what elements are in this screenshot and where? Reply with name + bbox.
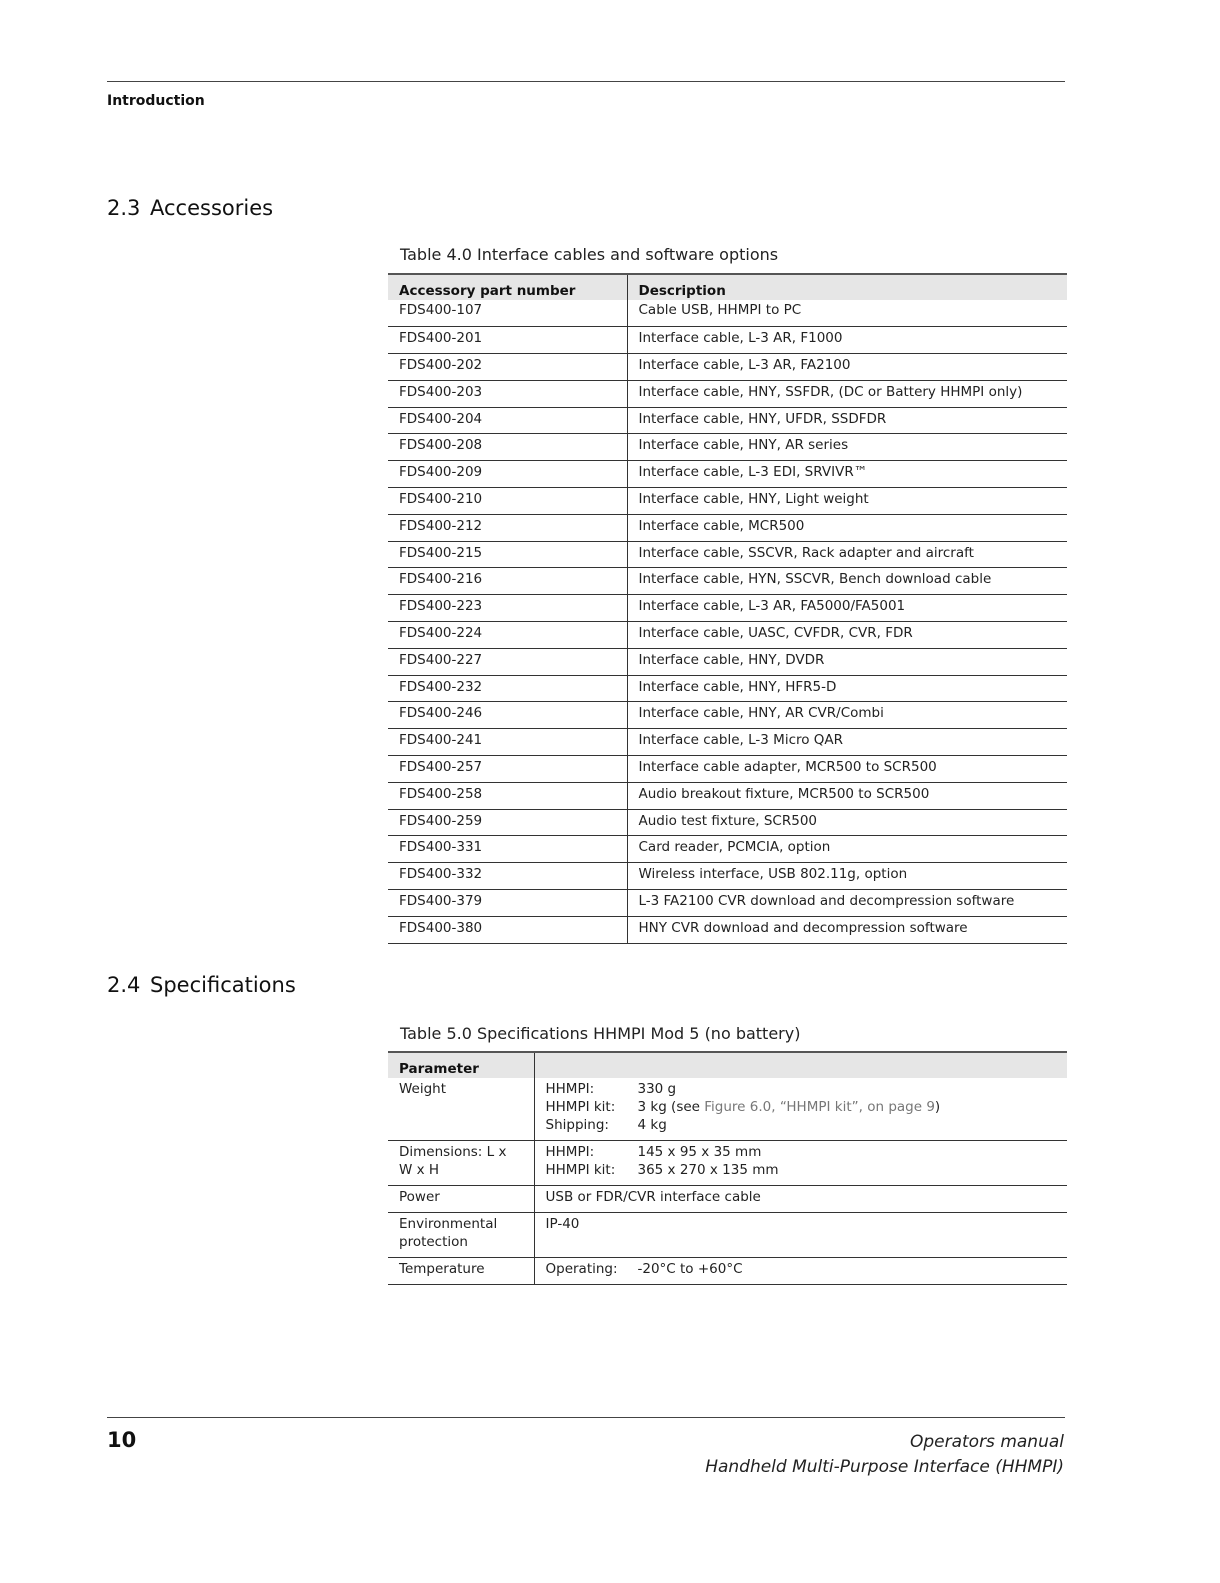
part-number-cell: FDS400-210 xyxy=(388,488,627,515)
part-number-cell: FDS400-203 xyxy=(388,380,627,407)
spec-key: HHMPI: xyxy=(545,1081,595,1097)
table-header-row xyxy=(388,1052,1067,1078)
spec-subvalue xyxy=(638,1098,941,1116)
table-row xyxy=(388,675,1067,702)
spec-subrow xyxy=(546,1143,1057,1161)
section-number: 2.3 xyxy=(107,196,141,220)
description-cell: Interface cable, HNY, SSFDR, (DC or Battery HHMPI only) xyxy=(638,383,1023,400)
table-row xyxy=(388,461,1067,488)
accessories-table xyxy=(388,273,1067,944)
spec-label: Power xyxy=(388,1186,534,1213)
part-number-cell: FDS400-258 xyxy=(388,782,627,809)
footer-title-line: Handheld Multi-Purpose Interface (HHMPI) xyxy=(705,1457,1064,1477)
spec-label: Environmental protection xyxy=(388,1213,534,1258)
part-number-cell: FDS400-379 xyxy=(388,890,627,917)
spec-key: HHMPI: xyxy=(545,1144,595,1160)
description-cell: Interface cable, L-3 AR, FA5000/FA5001 xyxy=(638,598,906,615)
table-row xyxy=(388,434,1067,461)
part-number-cell: FDS400-232 xyxy=(388,675,627,702)
spec-subvalue: 145 x 95 x 35 mm xyxy=(637,1144,762,1160)
table-row xyxy=(388,327,1067,354)
spec-row-environmental xyxy=(388,1213,1067,1258)
table-row xyxy=(388,354,1067,381)
part-number-cell: FDS400-107 xyxy=(388,300,627,327)
figure-cross-reference-link[interactable]: Figure 6.0, “HHMPI kit”, on page 9 xyxy=(704,1099,935,1115)
description-cell: Interface cable, HNY, HFR5-D xyxy=(638,678,837,695)
part-number-cell: FDS400-216 xyxy=(388,568,627,595)
description-cell: Interface cable, HYN, SSCVR, Bench download cable xyxy=(638,571,992,588)
table-row xyxy=(388,863,1067,890)
description-cell: Audio test fixture, SCR500 xyxy=(638,812,818,829)
description-cell: HNY CVR download and decompression software xyxy=(638,919,968,936)
spec-subvalue: 365 x 270 x 135 mm xyxy=(637,1162,779,1178)
spec-row-weight xyxy=(388,1078,1067,1141)
table-row xyxy=(388,916,1067,943)
spec-subrow xyxy=(546,1080,1057,1098)
spec-key: Shipping: xyxy=(545,1117,609,1133)
page-number: 10 xyxy=(107,1428,137,1452)
spec-subrow xyxy=(546,1260,1057,1278)
part-number-cell: FDS400-257 xyxy=(388,756,627,783)
spec-subrow xyxy=(546,1116,1057,1134)
description-cell: Interface cable, L-3 AR, F1000 xyxy=(638,330,843,347)
part-number-cell: FDS400-241 xyxy=(388,729,627,756)
description-cell: Interface cable, UASC, CVFDR, CVR, FDR xyxy=(638,625,913,642)
spec-row-power xyxy=(388,1186,1067,1213)
part-number-cell: FDS400-380 xyxy=(388,916,627,943)
column-header-value xyxy=(534,1052,1067,1078)
description-cell: Interface cable, SSCVR, Rack adapter and aircraft xyxy=(638,544,974,561)
column-header-parameter: Parameter xyxy=(388,1052,534,1078)
table-row xyxy=(388,756,1067,783)
description-cell: Interface cable, MCR500 xyxy=(638,517,805,534)
description-cell: Audio breakout fixture, MCR500 to SCR500 xyxy=(638,785,930,802)
table-row xyxy=(388,890,1067,917)
spec-key: Operating: xyxy=(545,1261,618,1277)
spec-subrow xyxy=(546,1098,1057,1116)
section-number: 2.4 xyxy=(107,973,141,997)
part-number-cell: FDS400-208 xyxy=(388,434,627,461)
spec-value: IP-40 xyxy=(545,1216,580,1232)
section-heading-specifications xyxy=(107,973,296,997)
section-title: Accessories xyxy=(150,196,274,220)
description-cell: Interface cable, L-3 EDI, SRVIVR™ xyxy=(638,464,868,481)
part-number-cell: FDS400-332 xyxy=(388,863,627,890)
spec-key: HHMPI kit: xyxy=(545,1162,616,1178)
spec-value-suffix: ) xyxy=(934,1099,941,1115)
column-header-description: Description xyxy=(627,274,1067,300)
table-row xyxy=(388,836,1067,863)
table-row xyxy=(388,380,1067,407)
description-cell: Cable USB, HHMPI to PC xyxy=(638,302,802,318)
part-number-cell: FDS400-204 xyxy=(388,407,627,434)
table-row xyxy=(388,782,1067,809)
table-row xyxy=(388,648,1067,675)
table-row xyxy=(388,622,1067,649)
table-row xyxy=(388,568,1067,595)
description-cell: Interface cable, HNY, AR series xyxy=(638,437,849,454)
part-number-cell: FDS400-212 xyxy=(388,514,627,541)
specifications-table xyxy=(388,1051,1067,1285)
table-caption-specifications: Table 5.0 Specifications HHMPI Mod 5 (no battery) xyxy=(400,1024,801,1043)
table-row xyxy=(388,407,1067,434)
description-cell: Interface cable, HNY, Light weight xyxy=(638,491,869,508)
spec-label: Weight xyxy=(388,1078,534,1141)
table-row xyxy=(388,729,1067,756)
description-cell: Interface cable, HNY, DVDR xyxy=(638,651,825,668)
spec-value xyxy=(534,1141,1067,1186)
description-cell: Interface cable adapter, MCR500 to SCR500 xyxy=(638,759,937,776)
header-rule xyxy=(107,81,1065,82)
part-number-cell: FDS400-209 xyxy=(388,461,627,488)
description-cell: Card reader, PCMCIA, option xyxy=(638,839,831,856)
part-number-cell: FDS400-259 xyxy=(388,809,627,836)
spec-value xyxy=(534,1078,1067,1141)
footer-title-line: Operators manual xyxy=(909,1432,1064,1452)
spec-label: Temperature xyxy=(388,1258,534,1285)
table-row xyxy=(388,300,1067,327)
spec-key: HHMPI kit: xyxy=(545,1099,616,1115)
spec-row-dimensions xyxy=(388,1141,1067,1186)
table-header-row xyxy=(388,274,1067,300)
part-number-cell: FDS400-202 xyxy=(388,354,627,381)
table-row xyxy=(388,809,1067,836)
spec-label: Dimensions: L x W x H xyxy=(388,1141,534,1186)
part-number-cell: FDS400-227 xyxy=(388,648,627,675)
spec-subvalue: 330 g xyxy=(637,1081,677,1097)
description-cell: Interface cable, L-3 AR, FA2100 xyxy=(638,357,851,374)
spec-row-temperature xyxy=(388,1258,1067,1285)
table-row xyxy=(388,702,1067,729)
table-row xyxy=(388,514,1067,541)
spec-value: USB or FDR/CVR interface cable xyxy=(545,1189,761,1205)
spec-value-prefix: 3 kg (see xyxy=(637,1099,705,1115)
description-cell: L-3 FA2100 CVR download and decompression software xyxy=(638,893,1015,910)
section-title: Specifications xyxy=(150,973,296,997)
footer-rule xyxy=(107,1417,1065,1418)
part-number-cell: FDS400-215 xyxy=(388,541,627,568)
table-row xyxy=(388,595,1067,622)
section-heading-accessories xyxy=(107,196,273,220)
table-row xyxy=(388,488,1067,515)
part-number-cell: FDS400-201 xyxy=(388,327,627,354)
description-cell: Interface cable, HNY, UFDR, SSDFDR xyxy=(638,410,887,427)
description-cell: Interface cable, L-3 Micro QAR xyxy=(638,732,844,749)
table-row xyxy=(388,541,1067,568)
part-number-cell: FDS400-331 xyxy=(388,836,627,863)
spec-subvalue: -20°C to +60°C xyxy=(637,1261,743,1277)
part-number-cell: FDS400-224 xyxy=(388,622,627,649)
column-header-part-number: Accessory part number xyxy=(388,274,627,300)
spec-subvalue: 4 kg xyxy=(637,1117,667,1133)
table-caption-accessories: Table 4.0 Interface cables and software options xyxy=(400,245,779,264)
spec-value xyxy=(534,1258,1067,1285)
part-number-cell: FDS400-246 xyxy=(388,702,627,729)
part-number-cell: FDS400-223 xyxy=(388,595,627,622)
spec-subrow xyxy=(546,1161,1057,1179)
running-head: Introduction xyxy=(107,93,205,109)
footer-document-title xyxy=(705,1430,1064,1480)
description-cell: Wireless interface, USB 802.11g, option xyxy=(638,866,908,883)
description-cell: Interface cable, HNY, AR CVR/Combi xyxy=(638,705,884,722)
